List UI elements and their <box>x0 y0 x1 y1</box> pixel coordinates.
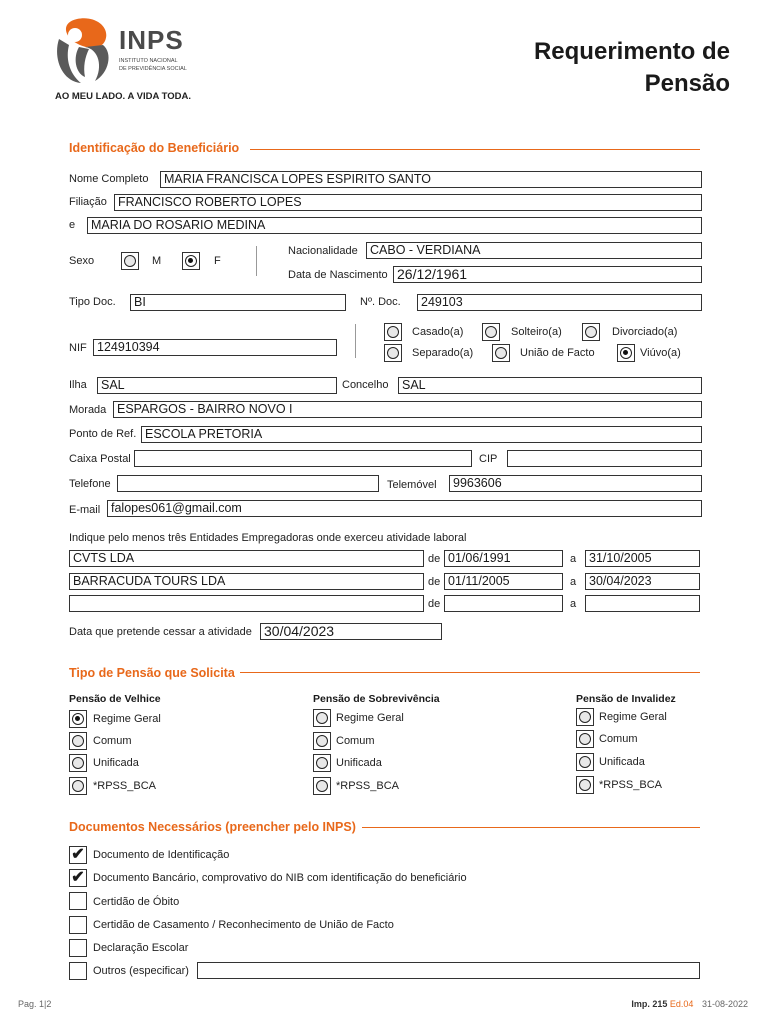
invalidez-regime-geral-radio[interactable] <box>576 708 594 726</box>
telefone-label: Telefone <box>69 478 111 490</box>
entidade-3-de-label: de <box>428 598 441 610</box>
entidade-1-a-label: a <box>570 553 577 565</box>
entidade-1-a[interactable]: 31/10/2005 <box>585 550 700 567</box>
sobrevivencia-unificada-radio[interactable] <box>313 754 331 772</box>
sobrevivencia-unificada-label: Unificada <box>336 757 382 769</box>
nif-label: NIF <box>69 342 87 354</box>
concelho-label: Concelho <box>342 379 389 391</box>
telefone-field[interactable] <box>117 475 379 492</box>
email-label: E-mail <box>69 504 101 516</box>
velhice-regime-geral-radio[interactable] <box>69 710 87 728</box>
filiacao-label: Filiação <box>69 196 107 208</box>
ilha-field[interactable]: SAL <box>97 377 337 394</box>
entidade-2-de-label: de <box>428 576 441 588</box>
logo-icon <box>55 17 115 87</box>
section-divider <box>240 672 700 673</box>
estado-viuvo-label: Viúvo(a) <box>640 347 681 359</box>
estado-uniao-radio[interactable] <box>492 344 510 362</box>
form-title-line2: Pensão <box>644 70 730 97</box>
morada-label: Morada <box>69 404 107 416</box>
velhice-title: Pensão de Velhice <box>69 693 161 705</box>
doc-identificacao-checkbox[interactable]: ✔ <box>69 846 87 864</box>
section-title-tipo-pensao: Tipo de Pensão que Solicita <box>69 666 235 680</box>
sexo-label: Sexo <box>69 255 95 267</box>
sobrevivencia-regime-geral-radio[interactable] <box>313 709 331 727</box>
telemovel-field[interactable]: 9963606 <box>449 475 702 492</box>
doc-escolar-label: Declaração Escolar <box>93 942 189 954</box>
logo-subtitle-2: DE PREVIDÊNCIA SOCIAL <box>119 66 187 72</box>
nacionalidade-field[interactable]: CABO - VERDIANA <box>366 242 702 259</box>
edition: Ed.04 <box>669 999 694 1009</box>
estado-divorciado-radio[interactable] <box>582 323 600 341</box>
velhice-comum-radio[interactable] <box>69 732 87 750</box>
sobrevivencia-regime-geral-label: Regime Geral <box>336 712 404 724</box>
telemovel-label: Telemóvel <box>387 479 437 491</box>
morada-field[interactable]: ESPARGOS - BAIRRO NOVO I <box>113 401 702 418</box>
page-number: Pag. 1|2 <box>18 999 52 1009</box>
nascimento-field[interactable]: 26/12/1961 <box>393 266 702 283</box>
sobrevivencia-rpss-label: *RPSS_BCA <box>336 780 399 792</box>
nome-field[interactable]: MARIA FRANCISCA LOPES ESPIRITO SANTO <box>160 171 702 188</box>
sexo-f-radio[interactable] <box>182 252 200 270</box>
entidade-3-nome[interactable] <box>69 595 424 612</box>
form-date: 31-08-2022 <box>701 999 748 1009</box>
velhice-rpss-label: *RPSS_BCA <box>93 780 156 792</box>
caixa-postal-label: Caixa Postal <box>69 453 131 465</box>
nascimento-label: Data de Nascimento <box>288 269 388 281</box>
sobrevivencia-comum-radio[interactable] <box>313 732 331 750</box>
estado-solteiro-label: Solteiro(a) <box>511 326 562 338</box>
estado-separado-label: Separado(a) <box>412 347 474 359</box>
doc-bancario-label: Documento Bancário, comprovativo do NIB com identificação do beneficiário <box>93 872 467 884</box>
entidade-1-de[interactable]: 01/06/1991 <box>444 550 563 567</box>
filiacao-e-label: e <box>69 219 76 231</box>
pontoref-label: Ponto de Ref. <box>69 428 137 440</box>
doc-casamento-checkbox[interactable] <box>69 916 87 934</box>
sobrevivencia-rpss-radio[interactable] <box>313 777 331 795</box>
invalidez-comum-label: Comum <box>599 733 638 745</box>
invalidez-regime-geral-label: Regime Geral <box>599 711 667 723</box>
doc-casamento-label: Certidão de Casamento / Reconhecimento de União de Facto <box>93 919 394 931</box>
doc-escolar-checkbox[interactable] <box>69 939 87 957</box>
section-title-identificacao: Identificação do Beneficiário <box>69 141 240 155</box>
velhice-unificada-label: Unificada <box>93 757 139 769</box>
filiacao-pai-field[interactable]: FRANCISCO ROBERTO LOPES <box>114 194 702 211</box>
sobrevivencia-title: Pensão de Sobrevivência <box>313 693 440 705</box>
sexo-m-label: M <box>152 255 162 267</box>
nacionalidade-label: Nacionalidade <box>288 245 358 257</box>
doc-identificacao-label: Documento de Identificação <box>93 849 230 861</box>
ilha-label: Ilha <box>69 379 87 391</box>
tipodoc-label: Tipo Doc. <box>69 296 116 308</box>
estado-uniao-label: União de Facto <box>520 347 595 359</box>
estado-casado-radio[interactable] <box>384 323 402 341</box>
sexo-f-label: F <box>214 255 221 267</box>
velhice-unificada-radio[interactable] <box>69 754 87 772</box>
cip-label: CIP <box>479 453 498 465</box>
email-field[interactable]: falopes061@gmail.com <box>107 500 702 517</box>
slogan: AO MEU LADO. A VIDA TODA. <box>55 91 191 102</box>
doc-bancario-checkbox[interactable]: ✔ <box>69 869 87 887</box>
concelho-field[interactable]: SAL <box>398 377 702 394</box>
vertical-separator <box>256 246 257 276</box>
velhice-rpss-radio[interactable] <box>69 777 87 795</box>
pontoref-field[interactable]: ESCOLA PRETORIA <box>141 426 702 443</box>
cessar-label: Data que pretende cessar a atividade <box>69 626 252 638</box>
estado-separado-radio[interactable] <box>384 344 402 362</box>
ndoc-label: Nº. Doc. <box>360 296 401 308</box>
entidade-3-de[interactable] <box>444 595 563 612</box>
invalidez-unificada-label: Unificada <box>599 756 645 768</box>
doc-outros-field[interactable] <box>197 962 700 979</box>
doc-outros-label: Outros (especificar) <box>93 965 189 977</box>
estado-solteiro-radio[interactable] <box>482 323 500 341</box>
inps-logo <box>55 17 205 89</box>
entidade-2-de[interactable]: 01/11/2005 <box>444 573 563 590</box>
invalidez-unificada-radio[interactable] <box>576 753 594 771</box>
section-title-documentos: Documentos Necessários (preencher pelo INPS) <box>69 820 356 834</box>
invalidez-comum-radio[interactable] <box>576 730 594 748</box>
estado-divorciado-label: Divorciado(a) <box>612 326 678 338</box>
doc-outros-checkbox[interactable] <box>69 962 87 980</box>
cip-field[interactable] <box>507 450 702 467</box>
filiacao-mae-field[interactable]: MARIA DO ROSARIO MEDINA <box>87 217 702 234</box>
doc-obito-label: Certidão de Óbito <box>93 896 180 908</box>
form-code <box>631 999 748 1009</box>
entidade-3-a[interactable] <box>585 595 700 612</box>
cessar-field[interactable]: 30/04/2023 <box>260 623 442 640</box>
tipodoc-field[interactable]: BI <box>130 294 346 311</box>
section-divider <box>362 827 700 828</box>
entidades-instruction: Indique pelo menos três Entidades Empregadoras onde exerceu atividade laboral <box>69 532 467 544</box>
imp-number: Imp. 215 <box>631 999 668 1009</box>
form-title-line1: Requerimento de <box>533 38 730 65</box>
entidade-2-a-label: a <box>570 576 577 588</box>
logo-subtitle-1: INSTITUTO NACIONAL <box>119 58 178 64</box>
sobrevivencia-comum-label: Comum <box>336 735 375 747</box>
section-divider <box>250 149 700 150</box>
entidade-3-a-label: a <box>570 598 577 610</box>
vertical-separator <box>355 324 356 358</box>
entidade-1-nome[interactable]: CVTS LDA <box>69 550 424 567</box>
entidade-1-de-label: de <box>428 553 441 565</box>
sexo-m-radio[interactable] <box>121 252 139 270</box>
caixa-postal-field[interactable] <box>134 450 472 467</box>
entidade-2-a[interactable]: 30/04/2023 <box>585 573 700 590</box>
invalidez-rpss-radio[interactable] <box>576 776 594 794</box>
doc-obito-checkbox[interactable] <box>69 892 87 910</box>
estado-viuvo-radio[interactable] <box>617 344 635 362</box>
nome-label: Nome Completo <box>69 173 149 185</box>
invalidez-title: Pensão de Invalidez <box>576 693 676 705</box>
entidade-2-nome[interactable]: BARRACUDA TOURS LDA <box>69 573 424 590</box>
estado-casado-label: Casado(a) <box>412 326 464 338</box>
velhice-regime-geral-label: Regime Geral <box>93 713 161 725</box>
invalidez-rpss-label: *RPSS_BCA <box>599 779 662 791</box>
nif-field[interactable]: 124910394 <box>93 339 337 356</box>
ndoc-field[interactable]: 249103 <box>417 294 702 311</box>
logo-name: INPS <box>119 25 184 55</box>
velhice-comum-label: Comum <box>93 735 132 747</box>
